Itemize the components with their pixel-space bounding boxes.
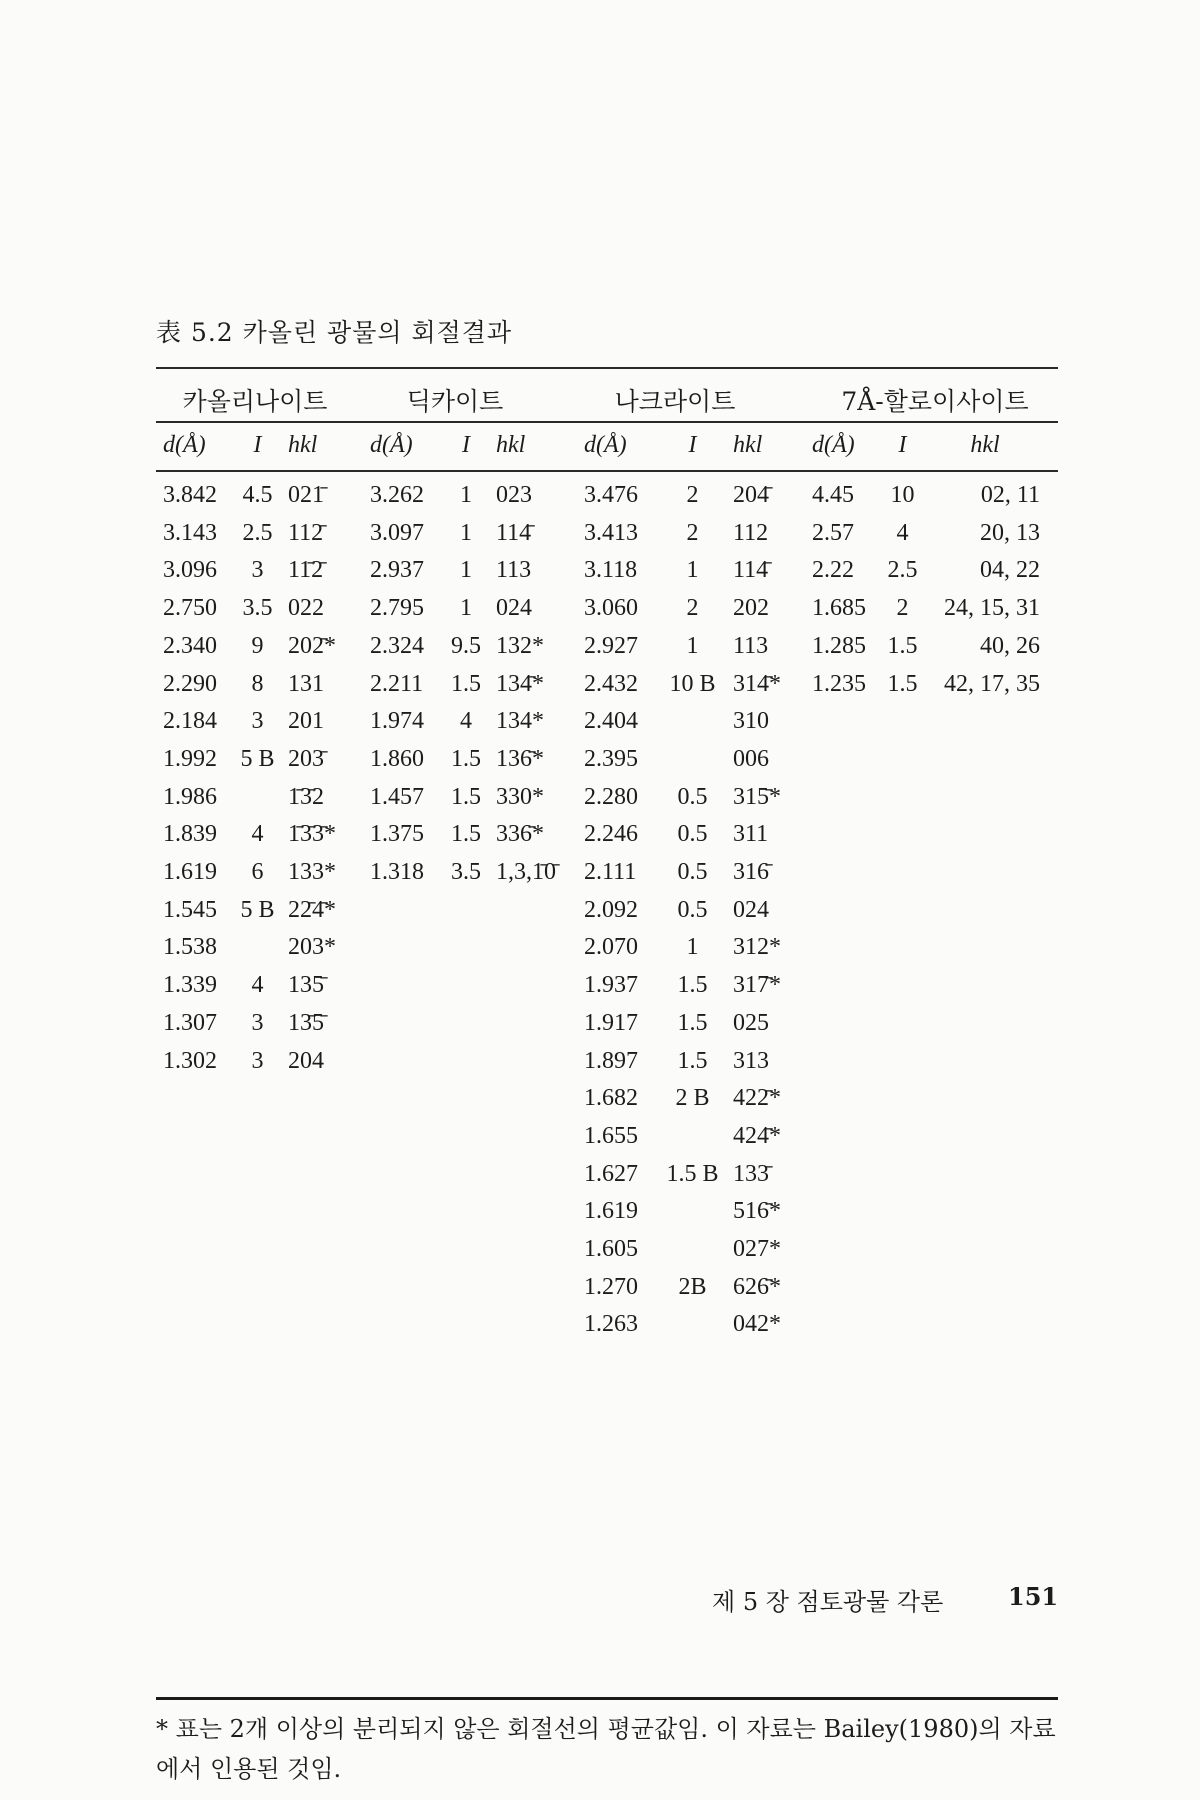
nacrite-d-spacing-cell: 1.270 — [584, 1273, 638, 1300]
kaolinite-d-spacing-cell: 1.839 — [163, 821, 217, 848]
kaolinite-hkl-cell: 1̄3̄3̄* — [288, 821, 336, 848]
kaolinite-d-spacing-cell: 1.619 — [163, 859, 217, 885]
nacrite-hkl-cell: 006 — [733, 745, 769, 772]
dickite-hkl-cell: 134̄* — [496, 670, 544, 697]
intensity-header: I — [462, 432, 470, 458]
dickite-intensity-cell: 3.5 — [451, 859, 481, 885]
halloysite-d-spacing-cell: 2.57 — [812, 519, 854, 546]
kaolinite-d-spacing-cell: 2.750 — [163, 595, 217, 622]
dickite-intensity-cell: 1 — [460, 557, 472, 584]
kaolinite-hkl-cell: 135̄ — [288, 972, 324, 999]
kaolinite-intensity-cell: 3 — [251, 1009, 264, 1036]
nacrite-hkl-cell: 312* — [733, 934, 781, 961]
intensity-header: I — [898, 432, 907, 458]
intensity-header: I — [688, 432, 697, 458]
nacrite-hkl-cell: 202 — [733, 595, 769, 622]
halloysite-intensity-cell: 10 — [890, 482, 915, 508]
nacrite-hkl-cell: 311 — [733, 821, 769, 848]
kaolinite-intensity-cell: 3 — [251, 708, 264, 735]
nacrite-hkl-cell: 317̄* — [733, 972, 781, 999]
halloysite-hkl-cell: 42, 17, 35 — [944, 670, 1040, 697]
group-header-halloysite: 7Å-할로이사이트 — [841, 387, 1029, 416]
hkl-header: hkl — [288, 432, 318, 458]
group-header-dickite: 딕카이트 — [406, 387, 504, 416]
hkl-header: hkl — [496, 432, 526, 458]
kaolinite-intensity-cell: 4 — [251, 972, 264, 999]
kaolinite-hkl-cell: 203̄ — [288, 745, 324, 772]
kaolinite-hkl-cell: 22̄4̄* — [288, 896, 336, 923]
page-number: 151 — [1008, 1582, 1059, 1611]
kaolinite-intensity-cell: 3.5 — [242, 595, 273, 622]
nacrite-hkl-cell: 424̄* — [733, 1122, 781, 1149]
kaolinite-hkl-cell: 131 — [288, 670, 324, 697]
kaolinite-d-spacing-cell: 3.096 — [163, 557, 217, 584]
nacrite-intensity-cell: 2B — [678, 1273, 707, 1300]
kaolinite-d-spacing-cell: 1.339 — [163, 972, 217, 999]
nacrite-intensity-cell: 10 B — [669, 670, 716, 697]
dickite-hkl-cell: 134* — [496, 708, 544, 735]
halloysite-intensity-cell: 4 — [896, 519, 909, 546]
halloysite-intensity-cell: 2.5 — [887, 557, 918, 584]
nacrite-hkl-cell: 516̄* — [733, 1198, 781, 1225]
nacrite-intensity-cell: 2 — [686, 482, 699, 508]
nacrite-hkl-cell: 133̄ — [733, 1160, 769, 1187]
dickite-d-spacing-cell: 1.860 — [370, 745, 424, 772]
nacrite-intensity-cell: 1 — [686, 934, 699, 961]
dickite-intensity-cell: 1 — [460, 595, 472, 622]
kaolinite-intensity-cell: 5 B — [240, 745, 275, 772]
kaolinite-hkl-cell: 022 — [288, 595, 324, 622]
nacrite-hkl-cell: 422̄* — [733, 1085, 781, 1112]
nacrite-hkl-cell: 310 — [733, 708, 769, 735]
dickite-hkl-cell: 113 — [496, 557, 532, 584]
table-caption: 表 5.2 카올린 광물의 회절결과 — [156, 318, 513, 347]
kaolinite-d-spacing-cell: 1.992 — [163, 745, 217, 772]
nacrite-hkl-cell: 112 — [733, 519, 769, 546]
nacrite-intensity-cell: 2 — [686, 519, 699, 546]
kaolinite-hkl-cell: 13̄5̄ — [288, 1009, 324, 1036]
dickite-d-spacing-cell: 1.318 — [370, 859, 424, 885]
group-header-rule — [156, 421, 1058, 423]
kaolinite-intensity-cell: 3 — [251, 1047, 264, 1074]
kaolinite-intensity-cell: 2.5 — [242, 519, 273, 546]
halloysite-d-spacing-cell: 2.22 — [812, 557, 854, 584]
nacrite-d-spacing-cell: 1.937 — [584, 972, 638, 999]
dickite-d-spacing-cell: 1.375 — [370, 821, 424, 848]
table-bottom-rule — [156, 1697, 1058, 1700]
nacrite-d-spacing-cell: 1.619 — [584, 1198, 638, 1225]
halloysite-intensity-cell: 2 — [896, 595, 909, 622]
kaolinite-d-spacing-cell: 3.842 — [163, 482, 217, 508]
nacrite-d-spacing-cell: 3.413 — [584, 519, 638, 546]
kaolinite-d-spacing-cell: 3.143 — [163, 519, 217, 546]
kaolinite-hkl-cell: 202̄* — [288, 632, 336, 659]
nacrite-intensity-cell: 0.5 — [677, 821, 708, 848]
kaolinite-intensity-cell: 9 — [251, 632, 264, 659]
halloysite-d-spacing-cell: 4.45 — [812, 482, 854, 508]
kaolinite-hkl-cell: 021̄ — [288, 482, 324, 508]
nacrite-intensity-cell: 1 — [686, 632, 699, 659]
kaolinite-d-spacing-cell: 2.184 — [163, 708, 217, 735]
kaolinite-d-spacing-cell: 1.986 — [163, 783, 217, 810]
dickite-intensity-cell: 9.5 — [451, 632, 481, 659]
nacrite-d-spacing-cell: 2.927 — [584, 632, 638, 659]
nacrite-intensity-cell: 1 — [686, 557, 699, 584]
nacrite-intensity-cell: 1.5 — [677, 972, 708, 999]
dickite-d-spacing-cell: 2.795 — [370, 595, 424, 622]
dickite-intensity-cell: 4 — [460, 708, 472, 735]
hkl-header: hkl — [733, 432, 763, 458]
hkl-header: hkl — [970, 432, 1000, 458]
kaolinite-intensity-cell: 4 — [251, 821, 264, 848]
nacrite-hkl-cell: 626̄* — [733, 1273, 781, 1300]
halloysite-hkl-cell: 02, 11 — [980, 482, 1040, 508]
subheader-rule — [156, 470, 1058, 472]
dickite-d-spacing-cell: 2.211 — [370, 670, 424, 697]
halloysite-d-spacing-cell: 1.235 — [812, 670, 866, 697]
nacrite-d-spacing-cell: 2.246 — [584, 821, 638, 848]
table-top-rule — [156, 367, 1058, 369]
nacrite-d-spacing-cell: 2.280 — [584, 783, 638, 810]
dickite-hkl-cell: 136̄* — [496, 745, 544, 772]
kaolinite-d-spacing-cell: 1.538 — [163, 934, 217, 961]
halloysite-hkl-cell: 04, 22 — [980, 557, 1040, 584]
halloysite-hkl-cell: 20, 13 — [980, 519, 1040, 546]
nacrite-d-spacing-cell: 1.897 — [584, 1047, 638, 1074]
nacrite-hkl-cell: 114̄ — [733, 557, 769, 584]
dickite-intensity-cell: 1.5 — [451, 821, 481, 848]
nacrite-hkl-cell: 313 — [733, 1047, 769, 1074]
dickite-d-spacing-cell: 3.097 — [370, 519, 424, 546]
d-spacing-header: d(Å) — [812, 432, 855, 458]
nacrite-d-spacing-cell: 1.655 — [584, 1122, 638, 1149]
kaolinite-hkl-cell: 1̄3̄2 — [288, 783, 324, 810]
group-header-kaolinite: 카올리나이트 — [182, 387, 328, 416]
nacrite-d-spacing-cell: 1.682 — [584, 1085, 638, 1112]
nacrite-d-spacing-cell: 3.118 — [584, 557, 638, 584]
intensity-header: I — [253, 432, 262, 458]
kaolinite-d-spacing-cell: 1.307 — [163, 1009, 217, 1036]
kaolinite-d-spacing-cell: 1.545 — [163, 896, 217, 923]
group-header-nacrite: 나크라이트 — [614, 387, 736, 416]
nacrite-hkl-cell: 316̄ — [733, 859, 769, 885]
halloysite-hkl-cell: 24, 15, 31 — [944, 595, 1040, 622]
kaolinite-hkl-cell: 11̄2̄ — [288, 557, 324, 584]
nacrite-d-spacing-cell: 2.404 — [584, 708, 638, 735]
halloysite-d-spacing-cell: 1.285 — [812, 632, 866, 659]
kaolinite-d-spacing-cell: 2.290 — [163, 670, 217, 697]
kaolinite-intensity-cell: 5 B — [240, 896, 275, 923]
kaolinite-hkl-cell: 112̄ — [288, 519, 324, 546]
dickite-d-spacing-cell: 1.974 — [370, 708, 424, 735]
nacrite-d-spacing-cell: 2.432 — [584, 670, 638, 697]
dickite-hkl-cell: 132* — [496, 632, 544, 659]
dickite-hkl-cell: 024 — [496, 595, 532, 622]
halloysite-d-spacing-cell: 1.685 — [812, 595, 866, 622]
dickite-hkl-cell: 330* — [496, 783, 544, 810]
kaolinite-intensity-cell: 4.5 — [242, 482, 273, 508]
dickite-hkl-cell: 1,3,1̄0̄ — [496, 859, 556, 885]
nacrite-d-spacing-cell: 1.627 — [584, 1160, 638, 1187]
nacrite-d-spacing-cell: 3.476 — [584, 482, 638, 508]
dickite-hkl-cell: 023 — [496, 482, 532, 508]
nacrite-intensity-cell: 0.5 — [677, 859, 708, 885]
halloysite-hkl-cell: 40, 26 — [980, 632, 1040, 659]
nacrite-intensity-cell: 2 — [686, 595, 699, 622]
dickite-d-spacing-cell: 2.937 — [370, 557, 424, 584]
kaolinite-hkl-cell: 204 — [288, 1047, 324, 1074]
nacrite-intensity-cell: 1.5 — [677, 1047, 708, 1074]
dickite-intensity-cell: 1.5 — [451, 670, 481, 697]
kaolinite-hkl-cell: 201 — [288, 708, 324, 735]
dickite-intensity-cell: 1.5 — [451, 745, 481, 772]
kaolinite-hkl-cell: 203* — [288, 934, 336, 961]
kaolinite-intensity-cell: 6 — [251, 859, 264, 885]
dickite-intensity-cell: 1.5 — [451, 783, 481, 810]
nacrite-intensity-cell: 0.5 — [677, 783, 708, 810]
nacrite-intensity-cell: 2 B — [675, 1085, 710, 1112]
halloysite-intensity-cell: 1.5 — [887, 670, 918, 697]
nacrite-hkl-cell: 204̄ — [733, 482, 769, 508]
nacrite-d-spacing-cell: 3.060 — [584, 595, 638, 622]
d-spacing-header: d(Å) — [584, 432, 627, 458]
dickite-hkl-cell: 114̄ — [496, 519, 532, 546]
nacrite-d-spacing-cell: 2.111 — [584, 859, 637, 885]
nacrite-intensity-cell: 1.5 — [677, 1009, 708, 1036]
kaolinite-intensity-cell: 3 — [251, 557, 264, 584]
footnote: * 표는 2개 이상의 분리되지 않은 회절선의 평균값임. 이 자료는 Bailey(1980)의 자료에서 인용된 것임. — [156, 1715, 1056, 1783]
nacrite-hkl-cell: 027* — [733, 1236, 781, 1262]
dickite-hkl-cell: 336̄* — [496, 821, 544, 848]
kaolinite-d-spacing-cell: 2.340 — [163, 632, 217, 659]
dickite-d-spacing-cell: 2.324 — [370, 632, 424, 659]
halloysite-intensity-cell: 1.5 — [887, 632, 918, 659]
d-spacing-header: d(Å) — [370, 432, 413, 458]
nacrite-d-spacing-cell: 1.605 — [584, 1236, 638, 1262]
d-spacing-header: d(Å) — [163, 432, 206, 458]
nacrite-intensity-cell: 0.5 — [677, 896, 708, 923]
nacrite-d-spacing-cell: 2.092 — [584, 896, 638, 923]
nacrite-d-spacing-cell: 2.070 — [584, 934, 638, 961]
nacrite-intensity-cell: 1.5 B — [666, 1160, 719, 1187]
kaolinite-intensity-cell: 8 — [251, 670, 264, 697]
dickite-intensity-cell: 1 — [460, 519, 472, 546]
chapter-title: 제 5 장 점토광물 각론 — [712, 1588, 944, 1616]
nacrite-hkl-cell: 315̄* — [733, 783, 781, 810]
dickite-intensity-cell: 1 — [460, 482, 472, 508]
nacrite-hkl-cell: 042* — [733, 1311, 781, 1338]
kaolinite-d-spacing-cell: 1.302 — [163, 1047, 217, 1074]
nacrite-d-spacing-cell: 2.395 — [584, 745, 638, 772]
kaolinite-hkl-cell: 133* — [288, 859, 336, 885]
nacrite-hkl-cell: 314̄* — [733, 670, 781, 697]
nacrite-d-spacing-cell: 1.917 — [584, 1009, 638, 1036]
dickite-d-spacing-cell: 1.457 — [370, 783, 424, 810]
nacrite-hkl-cell: 113 — [733, 632, 769, 659]
nacrite-hkl-cell: 025 — [733, 1009, 769, 1036]
nacrite-hkl-cell: 024 — [733, 896, 769, 923]
nacrite-d-spacing-cell: 1.263 — [584, 1311, 638, 1338]
dickite-d-spacing-cell: 3.262 — [370, 482, 424, 508]
